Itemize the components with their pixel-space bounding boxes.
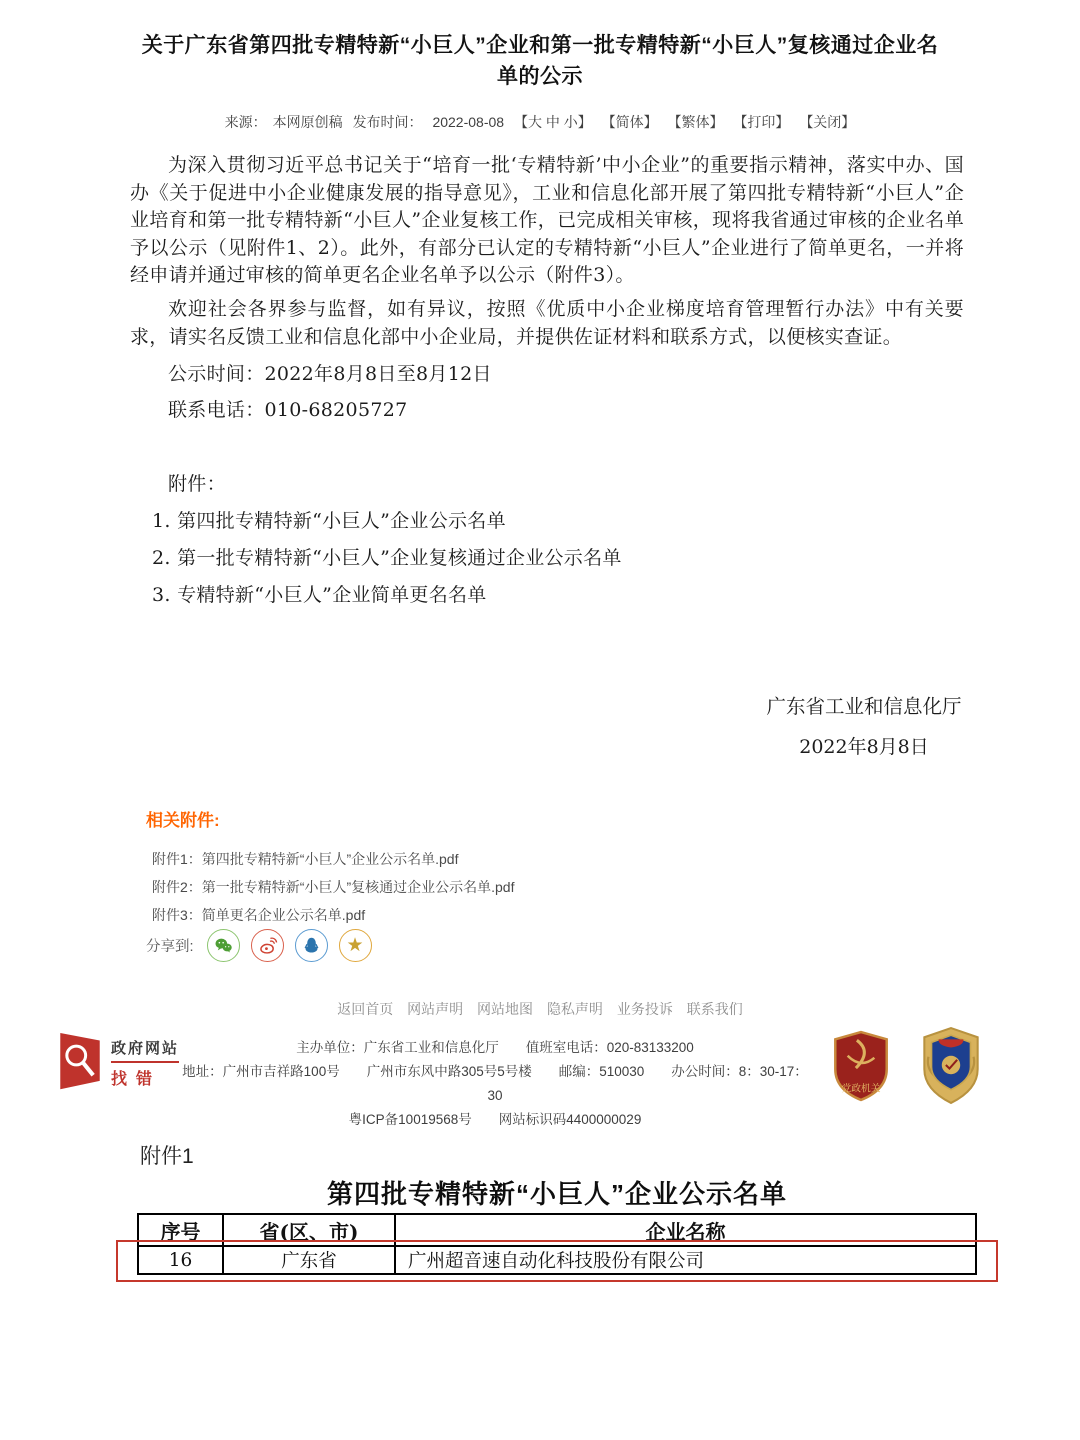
error-badge-text — [111, 1037, 179, 1089]
qq-share-icon[interactable] — [295, 929, 328, 962]
col-header-company: 企业名称 — [395, 1214, 976, 1246]
share-label: 分享到: — [146, 939, 194, 955]
cell-company: 广州超音速自动化科技股份有限公司 — [395, 1246, 976, 1274]
cell-province: 广东省 — [223, 1246, 395, 1274]
related-attachment-3-label: 附件3： — [152, 907, 202, 923]
qzone-share-icon[interactable] — [339, 929, 372, 962]
source-label: 来源： — [224, 114, 267, 130]
footer-link-complaint[interactable]: 业务投诉 — [616, 1001, 673, 1017]
error-badge-line1: 政府网站 — [111, 1040, 180, 1057]
pubtime-label: 发布时间： — [352, 114, 423, 130]
wechat-share-icon[interactable] — [207, 929, 240, 962]
issue-date: 2022年8月8日 — [799, 736, 929, 758]
table-header-row — [138, 1214, 976, 1246]
attachment-item-2: 2. 第一批专精特新“小巨人”企业复核通过企业公示名单 — [152, 547, 622, 569]
annex-table-title: 第四批专精特新“小巨人”企业公示名单 — [326, 1179, 787, 1209]
police-badge[interactable] — [918, 1026, 984, 1111]
footer-address-line: 地址：广州市吉祥路100号 广州市东风中路305号5号楼 邮编：510030 办公时间：8：30-17：30 — [182, 1064, 808, 1103]
footer-nav — [0, 999, 1080, 1019]
footer-link-statement[interactable]: 网站声明 — [407, 1001, 464, 1017]
attachment-item-1: 1. 第四批专精特新“小巨人”企业公示名单 — [152, 510, 506, 532]
error-badge-divider — [111, 1061, 179, 1063]
footer-link-home[interactable]: 返回首页 — [337, 1001, 394, 1017]
share-bar — [146, 929, 372, 962]
attachment-item-3: 3. 专精特新“小巨人”企业简单更名名单 — [152, 584, 487, 606]
font-size-buttons[interactable]: 【大 中 小】 — [513, 114, 592, 130]
gov-site-error-badge[interactable] — [58, 1032, 179, 1094]
close-button[interactable]: 【关闭】 — [799, 114, 856, 130]
weibo-share-icon[interactable] — [251, 929, 284, 962]
source-value: 本网原创稿 — [272, 114, 343, 130]
related-attachment-2-link[interactable]: 第一批专精特新“小巨人”复核通过企业公示名单.pdf — [201, 879, 515, 895]
related-attachment-1-label: 附件1： — [152, 851, 202, 867]
qq-icon — [301, 935, 322, 956]
article-paragraph-1: 为深入贯彻习近平总书记关于“培育一批‘专精特新’中小企业”的重要指示精神，落实中办、国办《关于促进中小企业健康发展的指导意见》，工业和信息化部开展了第四批专精特新“小巨人”企业培育和第一批专精特新“小巨人”企业复核工作，已完成相关审核，现将我省通过审核的企业名单予以公示（见附件1、2）。此外，有部分已认定的专精特新“小巨人”企业进行了简单更名，一并将经申请并通过审核的简单更名企业名单予以公示（附件3）。 — [130, 154, 964, 287]
footer-info — [180, 1036, 810, 1132]
footer-organizer-line: 主办单位：广东省工业和信息化厅 值班室电话：020-83133200 — [296, 1040, 694, 1055]
weibo-icon — [257, 935, 278, 956]
article-meta — [0, 112, 1080, 132]
related-attachment-3-link[interactable]: 简单更名企业公示名单.pdf — [201, 907, 366, 923]
page-title: 关于广东省第四批专精特新“小巨人”企业和第一批专精特新“小巨人”复核通过企业名单的公示 — [141, 34, 939, 88]
article-paragraph-2: 欢迎社会各界参与监督，如有异议，按照《优质中小企业梯度培育管理暂行办法》中有关要求，请实名反馈工业和信息化部中小企业局，并提供佐证材料和联系方式，以便核实查证。 — [130, 298, 964, 348]
footer-link-contact[interactable]: 联系我们 — [686, 1001, 743, 1017]
related-attachment-2-label: 附件2： — [152, 879, 202, 895]
table-row — [138, 1246, 976, 1274]
annex-label: 附件1 — [140, 1145, 194, 1168]
related-attachment-1[interactable] — [152, 849, 458, 869]
related-attachment-1-link[interactable]: 第四批专精特新“小巨人”企业公示名单.pdf — [201, 851, 459, 867]
issuing-authority: 广东省工业和信息化厅 — [766, 695, 962, 718]
traditional-button[interactable]: 【繁体】 — [667, 114, 724, 130]
wechat-icon — [213, 935, 234, 956]
col-header-province: 省(区、市) — [223, 1214, 395, 1246]
print-button[interactable]: 【打印】 — [733, 114, 790, 130]
simplified-button[interactable]: 【简体】 — [601, 114, 658, 130]
col-header-index: 序号 — [138, 1214, 223, 1246]
annex-table — [137, 1213, 977, 1275]
party-gov-badge[interactable] — [832, 1030, 890, 1107]
footer-link-sitemap[interactable]: 网站地图 — [477, 1001, 534, 1017]
qzone-star-icon: ★ — [346, 935, 364, 956]
pubtime-value: 2022-08-08 — [432, 114, 505, 130]
footer-link-privacy[interactable]: 隐私声明 — [546, 1001, 603, 1017]
related-attachment-3[interactable] — [152, 905, 365, 925]
party-gov-shield-icon — [832, 1030, 890, 1102]
publicity-period: 公示时间：2022年8月8日至8月12日 — [168, 363, 492, 385]
attachments-heading: 附件： — [168, 473, 226, 495]
footer-icp-line: 粤ICP备10019568号 网站标识码4400000029 — [348, 1112, 642, 1127]
related-attachment-2[interactable] — [152, 877, 514, 897]
police-shield-icon — [918, 1026, 984, 1106]
error-badge-line2: 找错 — [111, 1071, 162, 1088]
magnifier-flag-icon — [58, 1032, 102, 1094]
party-gov-badge-label: 党政机关 — [841, 1083, 881, 1095]
contact-phone: 联系电话：010-68205727 — [168, 399, 408, 421]
cell-index: 16 — [138, 1246, 223, 1274]
related-attachments-heading: 相关附件: — [146, 811, 220, 830]
